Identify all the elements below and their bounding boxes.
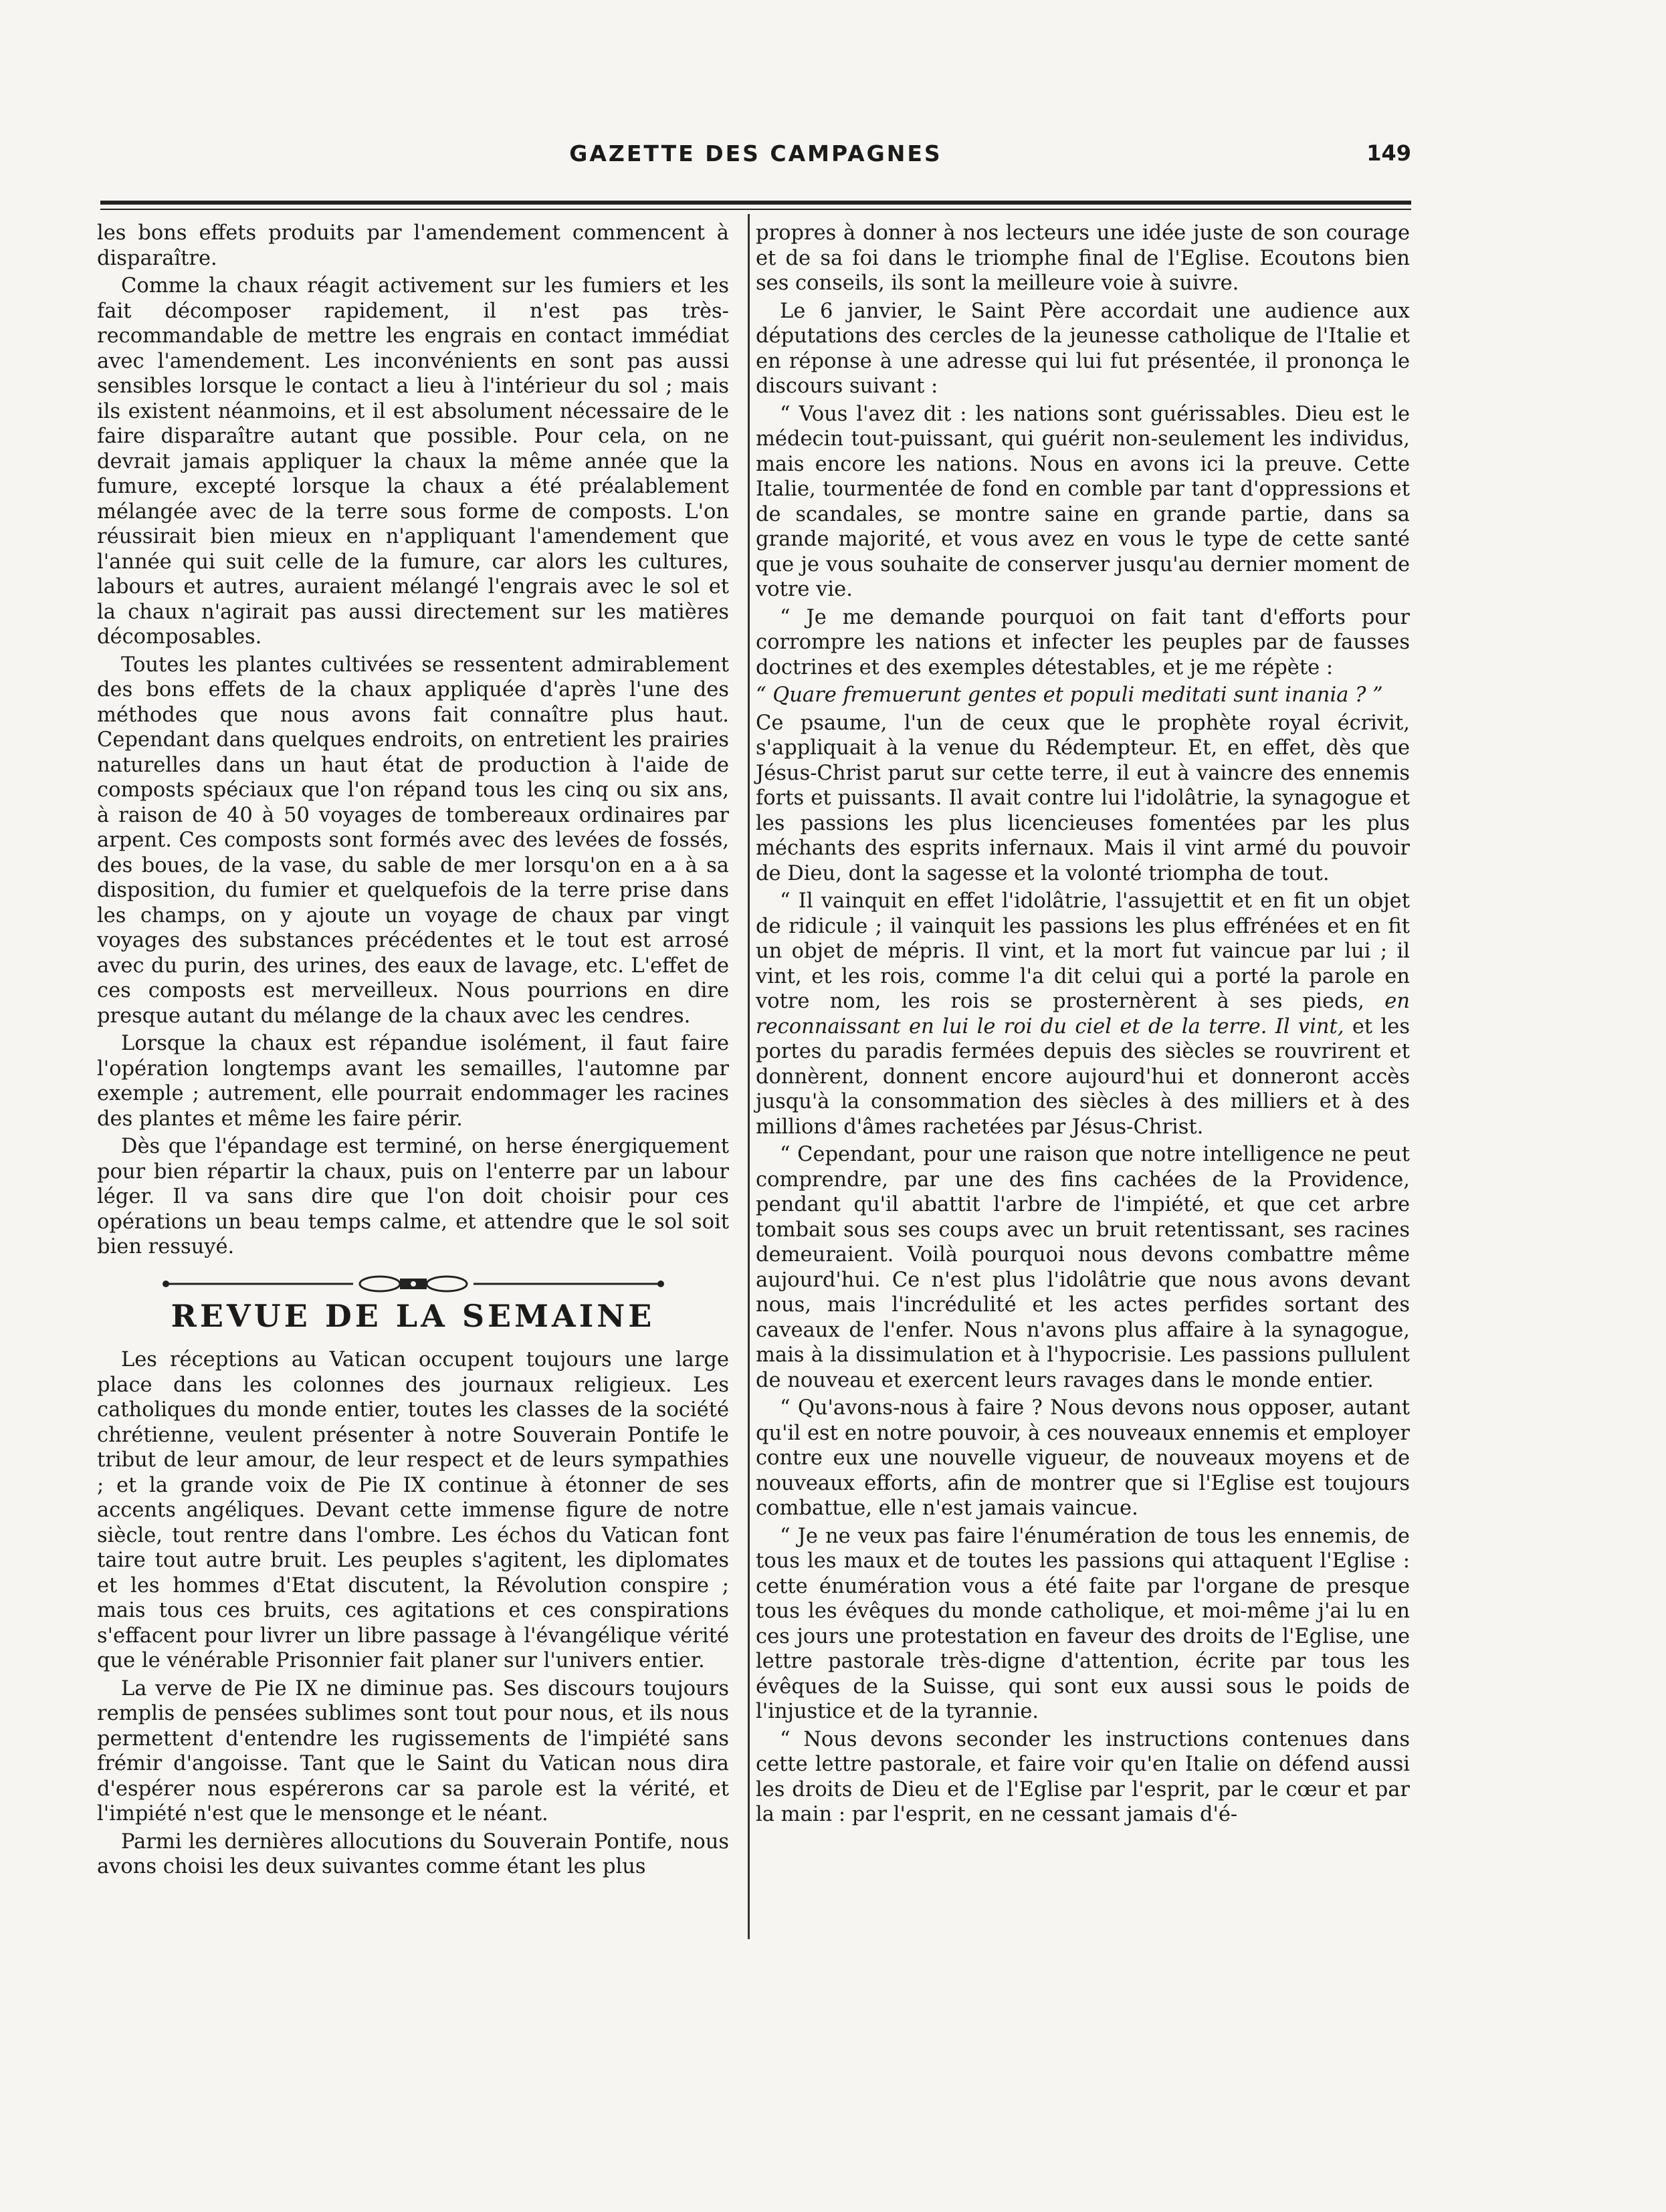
text-span: “ Il vainquit en effet l'idolâtrie, l'assujettit et en fit un objet de ridicule ; il vainquit les passions les plus effrénées et en fit un objet de mépris. Il vint, et la mort fut vaincue par lui ; il vint, et les rois, comme l'a dit celui qui a porté la parole en votre nom, les rois se prosternèrent à ses pieds,: [756, 889, 1410, 1013]
paragraph: les bons effets produits par l'amendement commencent à disparaître.: [97, 221, 729, 270]
page-number: 149: [1366, 140, 1411, 166]
paragraph: Toutes les plantes cultivées se ressentent admirablement des bons effets de la chaux appliquée d'après l'une des méthodes que nous avons fait connaître plus haut. Cependant dans quelques endroits, on entretient les prairies naturelles dans un haut état de production à l'aide de composts spéciaux que l'on répand tous les cinq ou six ans, à raison de 40 à 50 voyages de tombereaux ordinaires par arpent. Ces composts sont formés avec des levées de fossés, des boues, de la vase, du sable de mer lorsqu'on en a à sa disposition, du fumier et quelquefois de la terre prise dans les champs, on y ajoute un voyage de chaux par vingt voyages des substances précédentes et le tout est arrosé avec du purin, des urines, des eaux de lavage, etc. L'effet de ces composts est merveilleux. Nous pourrions en dire presque autant du mélange de la chaux avec les cendres.: [97, 653, 729, 1028]
paragraph: Comme la chaux réagit activement sur les fumiers et les fait décomposer rapidement, il n'est pas très-recommandable de mettre les engrais en contact immédiat avec l'amendement. Les inconvénients en sont pas aussi sensibles lorsque le contact a lieu à l'intérieur du sol ; mais ils existent néanmoins, et il est absolument nécessaire de le faire disparaître autant que possible. Pour cela, on ne devrait jamais appliquer la chaux la même année que la fumure, excepté lorsque la chaux a été préalablement mélangée avec de la terre sous forme de composts. L'on réussirait bien mieux en n'appliquant l'amendement que l'année qui suit celle de la fumure, car alors les cultures, labours et autres, auraient mélangé l'engrais avec le sol et la chaux n'agirait pas aussi directement sur les matières décomposables.: [97, 274, 729, 649]
paragraph: Parmi les dernières allocutions du Souverain Pontife, nous avons choisi les deux suivantes comme étant les plus: [97, 1830, 729, 1878]
paragraph: Dès que l'épandage est terminé, on herse énergiquement pour bien répartir la chaux, puis on l'enterre par un labour léger. Il va sans dire que l'on doit choisir pour ces opérations un beau temps calme, et attendre que le sol soit bien ressuyé.: [97, 1135, 729, 1258]
paragraph: “ Vous l'avez dit : les nations sont guérissables. Dieu est le médecin tout-puissant, qui guérit non-seulement les individus, mais encore les nations. Nous en avons ici la preuve. Cette Italie, tourmentée de fond en comble par tant d'oppressions et de scandales, se montre saine en grande partie, dans sa grande majorité, et vous avez en vous le type de cette santé que je vous souhaite de conserver jusqu'au dernier moment de votre vie.: [756, 402, 1410, 601]
paragraph: propres à donner à nos lecteurs une idée juste de son courage et de sa foi dans le triomphe final de l'Eglise. Ecoutons bien ses conseils, ils sont la meilleure voie à suivre.: [756, 221, 1410, 295]
italic-text-span: en reconnaissant en lui le roi du ciel et de la terre. Il vint,: [756, 990, 1410, 1038]
paragraph: Lorsque la chaux est répandue isolément, il faut faire l'opération longtemps avant les semailles, l'automne par exemple ; autrement, elle pourrait endommager les racines des plantes et même les faire périr.: [97, 1032, 729, 1131]
paragraph: La verve de Pie IX ne diminue pas. Ses discours toujours remplis de pensées sublimes sont tout pour nous, et ils nous permettent d'entendre les rugissements de l'impiété sans frémir d'angoisse. Tant que le Saint du Vatican nous dira d'espérer nous espérerons car sa parole est la vérité, et l'impiété n'est que le mensonge et le néant.: [97, 1676, 729, 1826]
newspaper-title: GAZETTE DES CAMPAGNES: [569, 140, 942, 167]
paragraph: “ Cependant, pour une raison que notre intelligence ne peut comprendre, par une des fins cachées de la Providence, pendant qu'il abattit l'arbre de l'impiété, et que cet arbre tombait sous ses coups avec un bruit retentissant, ses racines demeuraient. Voilà pourquoi nous devons combattre même aujourd'hui. Ce n'est plus l'idolâtrie que nous avons devant nous, mais l'incrédulité et les actes perfides sortant des caveaux de l'enfer. Nous n'avons plus affaire à la synagogue, mais à la dissimulation et à l'hypocrisie. Les passions pullulent de nouveau et exercent leurs ravages dans le monde entier.: [756, 1143, 1410, 1392]
paragraph: [756, 889, 1410, 1139]
column-divider: [748, 214, 750, 1939]
right-column: [756, 221, 1410, 1830]
text-span: et les portes du paradis fermées depuis des siècles se rouvrirent et donnèrent, donnent encore aujourd'hui et donneront accès jusqu'à la consommation des siècles à des milliers et à des millions d'âmes rachetées par Jésus-Christ.: [756, 1014, 1410, 1139]
paragraph: Ce psaume, l'un de ceux que le prophète royal écrivit, s'appliquait à la venue du Rédempteur. Et, en effet, dès que Jésus-Christ parut sur cette terre, il eut à vaincre des ennemis forts et puissants. Il avait contre lui l'idolâtrie, la synagogue et les passions les plus licencieuses fomentées par les plus méchants des esprits infernaux. Mais il vint armé du pouvoir de Dieu, dont la sagesse et la volonté triompha de tout.: [756, 711, 1410, 885]
paragraph: “ Je me demande pourquoi on fait tant d'efforts pour corrompre les nations et infecter les peuples par de fausses doctrines et des exemples détestables, et je me répète :: [756, 605, 1410, 679]
paragraph: “ Nous devons seconder les instructions contenues dans cette lettre pastorale, et faire voir qu'en Italie on défend aussi les droits de Dieu et de l'Eglise par l'esprit, par le cœur et par la main : par l'esprit, en ne cessant jamais d'é-: [756, 1727, 1410, 1826]
paragraph: “ Qu'avons-nous à faire ? Nous devons nous opposer, autant qu'il est en notre pouvoir, à ces nouveaux ennemis et employer contre eux une nouvelle vigueur, de nouveaux moyens et de nouveaux efforts, afin de montrer que si l'Eglise est toujours combattue, elle n'est jamais vaincue.: [756, 1396, 1410, 1520]
section-ornament-icon: [152, 1270, 674, 1297]
paragraph: Les réceptions au Vatican occupent toujours une large place dans les colonnes des journaux religieux. Les catholiques du monde entier, toutes les classes de la société chrétienne, veulent présenter à notre Souverain Pontife le tribut de leur amour, de leur respect et de leurs sympathies ; et la grande voix de Pie IX continue à étonner de ses accents angéliques. Devant cette immense figure de notre siècle, tout rentre dans l'ombre. Les échos du Vatican font taire tout autre bruit. Les peuples s'agitent, les diplomates et les hommes d'Etat discutent, la Révolution conspire ; mais tous ces bruits, ces agitations et ces conspirations s'effacent pour livrer un libre passage à l'évangélique vérité que le vénérable Prisonnier fait planer sur l'univers entier.: [97, 1348, 729, 1672]
paragraph: Le 6 janvier, le Saint Père accordait une audience aux députations des cercles de la jeunesse catholique de l'Italie et en réponse à une adresse qui lui fut présentée, il prononça le discours suivant :: [756, 299, 1410, 398]
page-header: [100, 140, 1411, 181]
header-rule-thin: [100, 209, 1411, 210]
latin-quote-text: “ Quare fremuerunt gentes et populi meditati sunt inania ? ”: [756, 683, 1383, 707]
header-rule-thick: [100, 201, 1411, 205]
paragraph: “ Je ne veux pas faire l'énumération de tous les ennemis, de tous les maux et de toutes les passions qui attaquent l'Eglise : cette énumération vous a été faite par l'organe de presque tous les évêques du monde catholique, et moi-même j'ai lu en ces jours une protestation en faveur des droits de l'Eglise, une lettre pastorale très-digne d'attention, écrite par tous les évêques de la Suisse, qui sont eux aussi sous le poids de l'injustice et de la tyrannie.: [756, 1524, 1410, 1723]
section-title: REVUE DE LA SEMAINE: [171, 1297, 655, 1334]
latin-quote: [756, 683, 1410, 708]
left-column: [97, 221, 729, 1882]
